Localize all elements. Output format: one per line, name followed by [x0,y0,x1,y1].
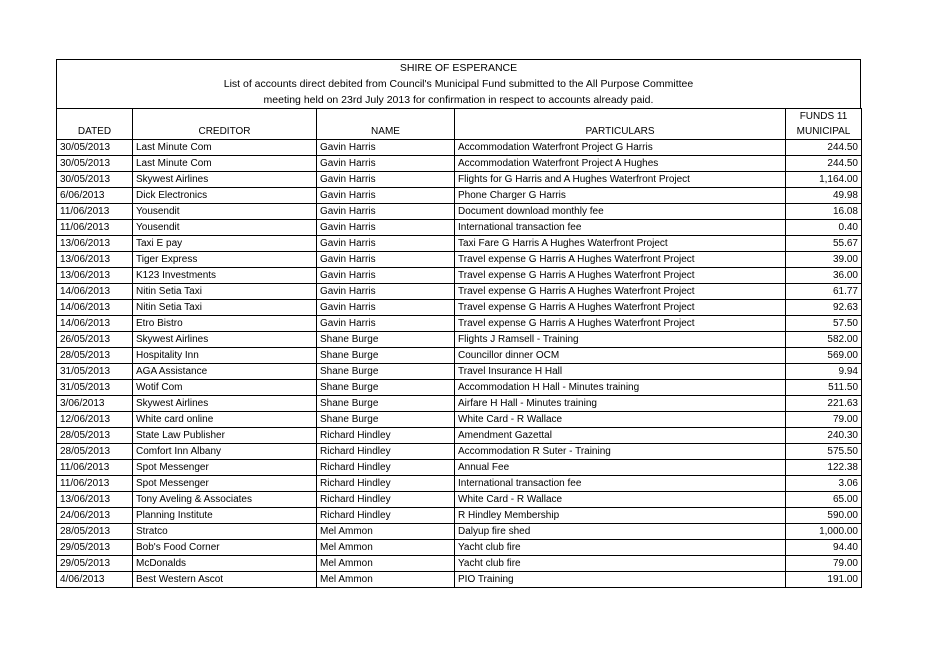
cell-amount: 575.50 [786,444,862,460]
cell-particulars: Flights for G Harris and A Hughes Waterfront Project [455,172,786,188]
cell-date: 28/05/2013 [57,428,133,444]
column-header-creditor: CREDITOR [133,124,317,140]
table-row [57,284,862,300]
cell-amount: 36.00 [786,268,862,284]
cell-name: Mel Ammon [317,540,455,556]
cell-particulars: White Card - R Wallace [455,492,786,508]
cell-date: 29/05/2013 [57,540,133,556]
cell-name: Richard Hindley [317,444,455,460]
cell-amount: 79.00 [786,412,862,428]
cell-name: Gavin Harris [317,252,455,268]
cell-particulars: Dalyup fire shed [455,524,786,540]
cell-name: Gavin Harris [317,284,455,300]
table-row [57,316,862,332]
cell-particulars: Councillor dinner OCM [455,348,786,364]
cell-creditor: Yousendit [133,220,317,236]
cell-creditor: Yousendit [133,204,317,220]
table-row [57,204,862,220]
cell-amount: 3.06 [786,476,862,492]
table-row [57,156,862,172]
table-row [57,332,862,348]
cell-creditor: Hospitality Inn [133,348,317,364]
cell-particulars: Airfare H Hall - Minutes training [455,396,786,412]
cell-name: Shane Burge [317,412,455,428]
cell-creditor: Last Minute Com [133,156,317,172]
table-row [57,540,862,556]
cell-date: 12/06/2013 [57,412,133,428]
cell-date: 6/06/2013 [57,188,133,204]
cell-date: 14/06/2013 [57,284,133,300]
cell-creditor: Best Western Ascot [133,572,317,588]
cell-date: 11/06/2013 [57,220,133,236]
table-row [57,396,862,412]
cell-name: Shane Burge [317,348,455,364]
cell-creditor: State Law Publisher [133,428,317,444]
cell-creditor: Wotif Com [133,380,317,396]
cell-amount: 55.67 [786,236,862,252]
cell-name: Gavin Harris [317,236,455,252]
cell-date: 30/05/2013 [57,172,133,188]
cell-date: 14/06/2013 [57,316,133,332]
cell-particulars: Travel expense G Harris A Hughes Waterfront Project [455,284,786,300]
cell-amount: 0.40 [786,220,862,236]
cell-amount: 39.00 [786,252,862,268]
cell-particulars: International transaction fee [455,220,786,236]
cell-particulars: Taxi Fare G Harris A Hughes Waterfront Project [455,236,786,252]
cell-date: 28/05/2013 [57,444,133,460]
cell-amount: 221.63 [786,396,862,412]
cell-amount: 590.00 [786,508,862,524]
cell-creditor: Taxi E pay [133,236,317,252]
organisation-title: SHIRE OF ESPERANCE [399,62,518,74]
cell-amount: 191.00 [786,572,862,588]
cell-particulars: Travel expense G Harris A Hughes Waterfront Project [455,252,786,268]
cell-date: 26/05/2013 [57,332,133,348]
cell-particulars: Phone Charger G Harris [455,188,786,204]
cell-date: 3/06/2013 [57,396,133,412]
cell-creditor: Spot Messenger [133,460,317,476]
cell-amount: 1,000.00 [786,524,862,540]
table-body [57,140,862,588]
cell-amount: 49.98 [786,188,862,204]
cell-amount: 9.94 [786,364,862,380]
column-header-municipal: MUNICIPAL [786,124,862,140]
cell-name: Gavin Harris [317,316,455,332]
table-row [57,252,862,268]
table-row [57,444,862,460]
cell-name: Richard Hindley [317,460,455,476]
cell-creditor: Planning Institute [133,508,317,524]
report-description-line-2: meeting held on 23rd July 2013 for confirmation in respect to accounts already paid. [263,94,654,106]
table-row [57,380,862,396]
table-row [57,188,862,204]
cell-date: 11/06/2013 [57,460,133,476]
cell-name: Gavin Harris [317,300,455,316]
cell-creditor: Bob's Food Corner [133,540,317,556]
table-header [57,109,862,140]
cell-amount: 61.77 [786,284,862,300]
cell-date: 30/05/2013 [57,156,133,172]
cell-amount: 92.63 [786,300,862,316]
cell-name: Gavin Harris [317,268,455,284]
cell-date: 29/05/2013 [57,556,133,572]
cell-amount: 16.08 [786,204,862,220]
cell-amount: 79.00 [786,556,862,572]
cell-particulars: Accommodation Waterfront Project G Harris [455,140,786,156]
cell-creditor: Nitin Setia Taxi [133,300,317,316]
cell-amount: 244.50 [786,156,862,172]
cell-amount: 1,164.00 [786,172,862,188]
column-header-name: NAME [317,124,455,140]
cell-particulars: Accommodation H Hall - Minutes training [455,380,786,396]
column-header-dated: DATED [57,124,133,140]
cell-name: Shane Burge [317,396,455,412]
cell-creditor: Nitin Setia Taxi [133,284,317,300]
cell-particulars: White Card - R Wallace [455,412,786,428]
cell-particulars: Annual Fee [455,460,786,476]
cell-particulars: Yacht club fire [455,540,786,556]
table-row [57,428,862,444]
table-row [57,412,862,428]
cell-name: Gavin Harris [317,172,455,188]
cell-name: Mel Ammon [317,572,455,588]
report-title-block [56,59,861,108]
cell-particulars: Travel expense G Harris A Hughes Waterfront Project [455,268,786,284]
cell-date: 30/05/2013 [57,140,133,156]
cell-creditor: White card online [133,412,317,428]
cell-particulars: Document download monthly fee [455,204,786,220]
cell-creditor: Spot Messenger [133,476,317,492]
cell-date: 13/06/2013 [57,492,133,508]
cell-date: 13/06/2013 [57,268,133,284]
cell-name: Shane Burge [317,364,455,380]
cell-name: Richard Hindley [317,428,455,444]
cell-date: 24/06/2013 [57,508,133,524]
cell-creditor: K123 Investments [133,268,317,284]
accounts-table [56,108,862,588]
cell-particulars: R Hindley Membership [455,508,786,524]
cell-particulars: International transaction fee [455,476,786,492]
cell-date: 13/06/2013 [57,252,133,268]
cell-date: 31/05/2013 [57,380,133,396]
cell-amount: 65.00 [786,492,862,508]
cell-creditor: Tony Aveling & Associates [133,492,317,508]
cell-name: Gavin Harris [317,220,455,236]
table-row [57,556,862,572]
table-row [57,508,862,524]
cell-creditor: Last Minute Com [133,140,317,156]
cell-name: Richard Hindley [317,508,455,524]
column-header-funds: FUNDS 11 [786,109,862,125]
cell-date: 14/06/2013 [57,300,133,316]
cell-creditor: Tiger Express [133,252,317,268]
table-row [57,460,862,476]
cell-creditor: Skywest Airlines [133,332,317,348]
cell-creditor: Etro Bistro [133,316,317,332]
table-row [57,476,862,492]
cell-creditor: AGA Assistance [133,364,317,380]
cell-creditor: Skywest Airlines [133,172,317,188]
table-row [57,172,862,188]
cell-amount: 240.30 [786,428,862,444]
cell-name: Mel Ammon [317,556,455,572]
cell-amount: 582.00 [786,332,862,348]
cell-particulars: Travel expense G Harris A Hughes Waterfront Project [455,300,786,316]
cell-date: 11/06/2013 [57,204,133,220]
cell-name: Gavin Harris [317,188,455,204]
cell-date: 11/06/2013 [57,476,133,492]
cell-name: Mel Ammon [317,524,455,540]
table-row [57,364,862,380]
column-header-particulars: PARTICULARS [455,124,786,140]
cell-creditor: McDonalds [133,556,317,572]
cell-name: Richard Hindley [317,492,455,508]
table-row [57,140,862,156]
cell-creditor: Dick Electronics [133,188,317,204]
cell-name: Gavin Harris [317,140,455,156]
table-row [57,492,862,508]
cell-date: 28/05/2013 [57,348,133,364]
table-row [57,348,862,364]
accounts-sheet [56,59,861,588]
cell-amount: 569.00 [786,348,862,364]
table-row [57,300,862,316]
cell-creditor: Stratco [133,524,317,540]
cell-date: 13/06/2013 [57,236,133,252]
cell-amount: 244.50 [786,140,862,156]
cell-particulars: PIO Training [455,572,786,588]
cell-creditor: Skywest Airlines [133,396,317,412]
cell-name: Shane Burge [317,380,455,396]
table-row [57,220,862,236]
report-description-line-1: List of accounts direct debited from Council's Municipal Fund submitted to the All Purpose Committee [223,78,694,90]
cell-particulars: Yacht club fire [455,556,786,572]
cell-amount: 94.40 [786,540,862,556]
cell-amount: 511.50 [786,380,862,396]
cell-name: Shane Burge [317,332,455,348]
table-row [57,524,862,540]
cell-date: 4/06/2013 [57,572,133,588]
cell-particulars: Amendment Gazettal [455,428,786,444]
table-row [57,236,862,252]
cell-date: 31/05/2013 [57,364,133,380]
cell-particulars: Accommodation Waterfront Project A Hughes [455,156,786,172]
cell-date: 28/05/2013 [57,524,133,540]
cell-particulars: Travel Insurance H Hall [455,364,786,380]
table-row [57,268,862,284]
cell-particulars: Flights J Ramsell - Training [455,332,786,348]
cell-amount: 57.50 [786,316,862,332]
cell-particulars: Accommodation R Suter - Training [455,444,786,460]
cell-creditor: Comfort Inn Albany [133,444,317,460]
table-row [57,572,862,588]
cell-name: Gavin Harris [317,204,455,220]
cell-particulars: Travel expense G Harris A Hughes Waterfront Project [455,316,786,332]
cell-name: Gavin Harris [317,156,455,172]
cell-amount: 122.38 [786,460,862,476]
cell-name: Richard Hindley [317,476,455,492]
